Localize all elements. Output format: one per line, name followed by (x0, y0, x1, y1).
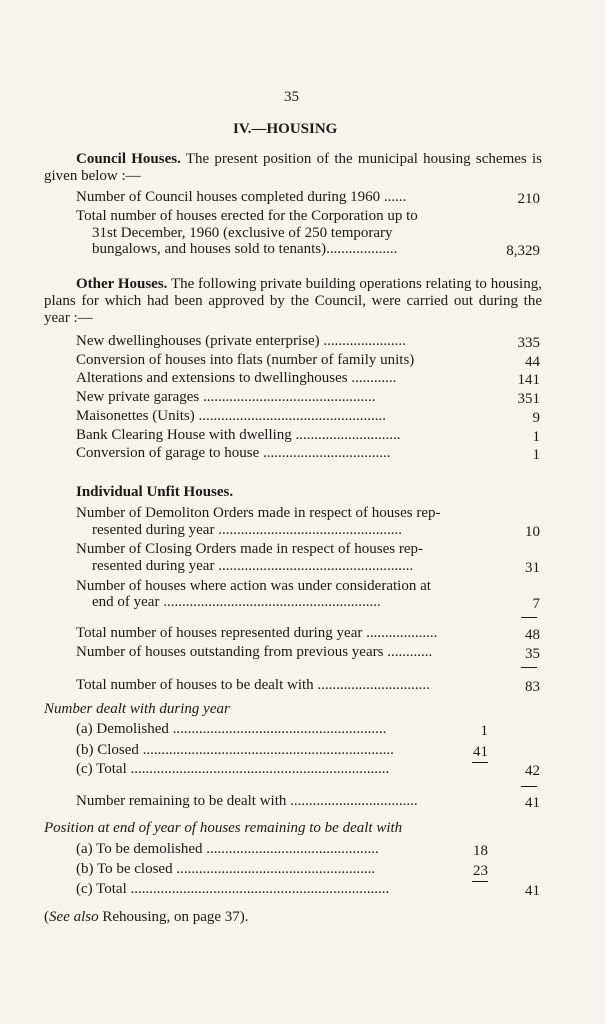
council-intro (44, 151, 542, 185)
outstanding-label: Number of houses outstanding from previous years ............ (76, 644, 433, 660)
total-represented-label: Total number of houses represented during year ................... (76, 625, 438, 641)
remaining-label: Number remaining to be dealt with .................................. (76, 793, 418, 809)
position-item-label: (b) To be closed ..................................................... (76, 861, 376, 877)
council-item-line: bungalows, and houses sold to tenants)................... (92, 241, 398, 257)
dealt-item-label: (c) Total ..................................................................... (76, 761, 390, 777)
page-number: 35 (284, 89, 299, 105)
other-item-value: 141 (517, 372, 540, 388)
unfit-item-value: 31 (525, 560, 540, 576)
unfit-item-value: 10 (525, 524, 540, 540)
unfit-heading: Individual Unfit Houses. (76, 484, 234, 500)
other-intro (44, 276, 542, 327)
see-also-rest: Rehousing, on page 37). (98, 909, 249, 925)
other-intro-text: The following private building operations relating to housing, plans for which had been approved by the Council, were carried out during the year :— (44, 276, 542, 326)
position-item-value: 41 (525, 883, 540, 899)
dealt-item-value: 1 (480, 723, 488, 739)
other-item-label: New private garages .............................................. (76, 389, 376, 405)
other-item-value: 1 (532, 447, 540, 463)
remaining-value: 41 (525, 795, 540, 811)
other-item-value: 44 (525, 354, 540, 370)
see-also-italic: See also (49, 909, 99, 925)
other-item-label: Alterations and extensions to dwellinghouses ............ (76, 370, 397, 386)
position-item-label: (a) To be demolished .............................................. (76, 841, 379, 857)
dealt-item-value: 41 (473, 744, 488, 760)
other-item-value: 335 (517, 335, 540, 351)
sum-rule (521, 667, 537, 668)
other-heading: Other Houses. (76, 276, 168, 292)
other-item-label: Bank Clearing House with dwelling ............................ (76, 427, 401, 443)
position-heading: Position at end of year of houses remaining to be dealt with (44, 820, 403, 836)
unfit-item-line: Number of Demoliton Orders made in respect of houses rep- (76, 505, 441, 521)
total-to-deal-label: Total number of houses to be dealt with .............................. (76, 677, 430, 693)
unfit-item-line: end of year .......................................................... (92, 594, 381, 610)
dealt-item-label: (b) Closed ................................................................... (76, 742, 394, 758)
sum-rule (521, 617, 537, 618)
council-item-line: 31st December, 1960 (exclusive of 250 temporary (92, 225, 393, 241)
unfit-item-line: resented during year .................................................... (92, 558, 414, 574)
position-item-label: (c) Total ..................................................................... (76, 881, 390, 897)
dealt-heading: Number dealt with during year (44, 701, 230, 717)
dealt-item-value: 42 (525, 763, 540, 779)
other-item-value: 351 (517, 391, 540, 407)
unfit-item-line: Number of houses where action was under consideration at (76, 578, 431, 594)
section-title: IV.—HOUSING (233, 121, 338, 137)
other-item-label: New dwellinghouses (private enterprise) ...................... (76, 333, 406, 349)
council-item-label: Number of Council houses completed during 1960 ...... (76, 189, 407, 205)
other-item-label: Conversion of garage to house .................................. (76, 445, 391, 461)
council-heading: Council Houses. (76, 151, 181, 167)
see-also-note: (See also Rehousing, on page 37). (44, 909, 249, 925)
other-item-label: Maisonettes (Units) .................................................. (76, 408, 386, 424)
unfit-item-line: resented during year ................................................. (92, 522, 402, 538)
total-to-deal-value: 83 (525, 679, 540, 695)
unfit-item-line: Number of Closing Orders made in respect of houses rep- (76, 541, 423, 557)
outstanding-value: 35 (525, 646, 540, 662)
unfit-item-value: 7 (532, 596, 540, 612)
other-item-value: 9 (532, 410, 540, 426)
council-item-value: 210 (517, 191, 540, 207)
sum-rule (521, 786, 537, 787)
other-item-label: Conversion of houses into flats (number of family units) (76, 352, 415, 368)
council-intro-text: The present position of the municipal housing schemes is given below :— (44, 151, 542, 184)
council-item-value: 8,329 (506, 243, 540, 259)
position-item-value: 18 (473, 843, 488, 859)
council-item-line: Total number of houses erected for the Corporation up to (76, 208, 418, 224)
position-item-value: 23 (473, 863, 488, 879)
other-item-value: 1 (532, 429, 540, 445)
total-represented-value: 48 (525, 627, 540, 643)
dealt-item-label: (a) Demolished ......................................................... (76, 721, 387, 737)
